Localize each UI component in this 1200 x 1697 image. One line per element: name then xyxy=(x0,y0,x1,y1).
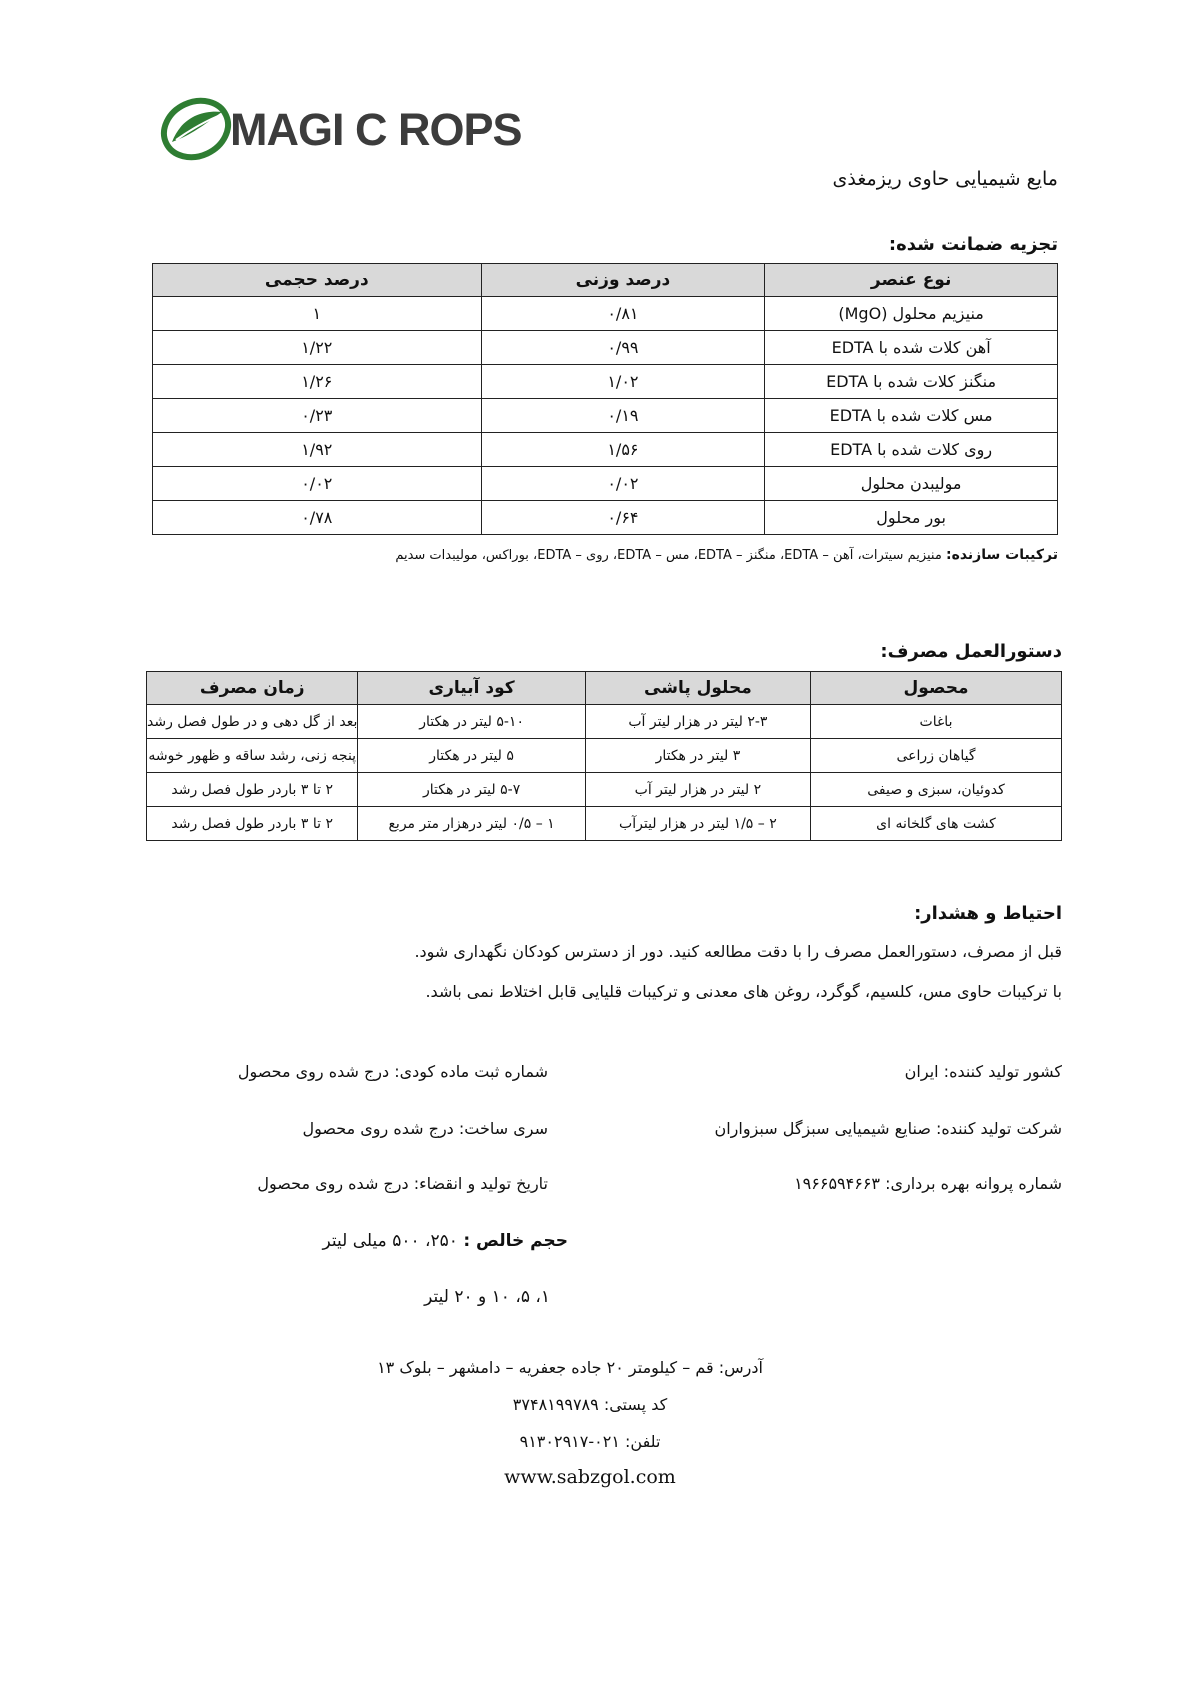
guaranteed-analysis-table xyxy=(152,263,1058,535)
header-volume-percent: درصد حجمی xyxy=(153,264,482,297)
phone-number: تلفن: ۰۲۱-۹۱۳۰۲۹۱۷ xyxy=(519,1432,661,1451)
usage-title: دستورالعمل مصرف: xyxy=(880,641,1062,662)
element-cell: مس کلات شده با EDTA xyxy=(765,399,1058,433)
warning-line: با ترکیبات حاوی مس، کلسیم، گوگرد، روغن های معدنی و ترکیبات قلیایی قابل اختلاط نمی باشد. xyxy=(425,982,1062,1001)
header-weight-percent: درصد وزنی xyxy=(481,264,765,297)
fertigation-cell: ۵-۱۰ لیتر در هکتار xyxy=(358,705,585,739)
table-row xyxy=(147,739,1062,773)
crop-cell: کشت های گلخانه ای xyxy=(811,807,1062,841)
volume-cell: ۱/۲۲ xyxy=(153,331,482,365)
warnings-title: احتیاط و هشدار: xyxy=(914,903,1062,924)
fertigation-cell: ۵-۷ لیتر در هکتار xyxy=(358,773,585,807)
spray-cell: ۲ – ۱/۵ لیتر در هزار لیترآب xyxy=(585,807,810,841)
table-header-row xyxy=(147,672,1062,705)
timing-cell: پنجه زنی، رشد ساقه و ظهور خوشه xyxy=(147,739,358,773)
header-foliar-spray: محلول پاشی xyxy=(585,672,810,705)
spray-cell: ۲ لیتر در هزار لیتر آب xyxy=(585,773,810,807)
table-header-row xyxy=(153,264,1058,297)
weight-cell: ۱/۰۲ xyxy=(481,365,765,399)
table-row xyxy=(153,433,1058,467)
weight-cell: ۰/۸۱ xyxy=(481,297,765,331)
batch-number: سری ساخت: درج شده روی محصول xyxy=(302,1119,548,1138)
element-cell: بور محلول xyxy=(765,501,1058,535)
warning-line: قبل از مصرف، دستورالعمل مصرف را با دقت مطالعه کنید. دور از دسترس کودکان نگهداری شود. xyxy=(414,942,1062,961)
table-row xyxy=(147,807,1062,841)
volume-cell: ۱/۹۲ xyxy=(153,433,482,467)
element-cell: منیزیم محلول (MgO) xyxy=(765,297,1058,331)
guaranteed-analysis-title: تجزیه ضمانت شده: xyxy=(888,234,1058,255)
operating-license-number: شماره پروانه بهره برداری: ۱۹۶۶۵۹۴۶۶۳ xyxy=(794,1174,1062,1193)
logo-text: MAGI C ROPS xyxy=(230,104,522,155)
composition-label: ترکیبات سازنده: xyxy=(945,547,1058,563)
fertigation-cell: ۱ – ۰/۵ لیتر درهزار متر مربع xyxy=(358,807,585,841)
weight-cell: ۰/۶۴ xyxy=(481,501,765,535)
crop-cell: گیاهان زراعی xyxy=(811,739,1062,773)
header-product: محصول xyxy=(811,672,1062,705)
volume-cell: ۰/۷۸ xyxy=(153,501,482,535)
table-row xyxy=(153,399,1058,433)
table-row xyxy=(153,297,1058,331)
timing-cell: ۲ تا ۳ باردر طول فصل رشد xyxy=(147,807,358,841)
table-row xyxy=(153,467,1058,501)
weight-cell: ۰/۰۲ xyxy=(481,467,765,501)
volume-cell: ۰/۰۲ xyxy=(153,467,482,501)
crop-cell: کدوئیان، سبزی و صیفی xyxy=(811,773,1062,807)
header-fertigation: کود آبیاری xyxy=(358,672,585,705)
weight-cell: ۰/۱۹ xyxy=(481,399,765,433)
header-application-time: زمان مصرف xyxy=(147,672,358,705)
manufacturer-company: شرکت تولید کننده: صنایع شیمیایی سبزگل سبزواران xyxy=(714,1119,1062,1138)
website-link[interactable]: www.sabzgol.com xyxy=(504,1466,676,1488)
net-volume-label: حجم خالص : xyxy=(463,1231,568,1251)
production-expiry-dates: تاریخ تولید و انقضاء: درج شده روی محصول xyxy=(257,1174,548,1193)
usage-table xyxy=(146,671,1062,841)
table-row xyxy=(147,773,1062,807)
leaf-icon xyxy=(160,96,232,162)
spray-cell: ۲-۳ لیتر در هزار لیتر آب xyxy=(585,705,810,739)
net-volume-value: ۲۵۰، ۵۰۰ میلی لیتر xyxy=(322,1231,458,1251)
postal-code: کد پستی: ۳۷۴۸۱۹۹۷۸۹ xyxy=(512,1395,668,1414)
composition-line xyxy=(395,547,1058,563)
table-row xyxy=(147,705,1062,739)
net-volume xyxy=(323,1231,568,1251)
net-volume-line2: ۱، ۵، ۱۰ و ۲۰ لیتر xyxy=(424,1287,550,1307)
brand-logo xyxy=(160,96,522,166)
timing-cell: بعد از گل دهی و در طول فصل رشد xyxy=(147,705,358,739)
table-row xyxy=(153,331,1058,365)
weight-cell: ۱/۵۶ xyxy=(481,433,765,467)
element-cell: آهن کلات شده با EDTA xyxy=(765,331,1058,365)
country-of-manufacture: کشور تولید کننده: ایران xyxy=(904,1062,1062,1081)
product-name: مایع شیمیایی حاوی ریزمغذی xyxy=(832,168,1058,190)
header-element-type: نوع عنصر xyxy=(765,264,1058,297)
element-cell: روی کلات شده با EDTA xyxy=(765,433,1058,467)
weight-cell: ۰/۹۹ xyxy=(481,331,765,365)
element-cell: مولیبدن محلول xyxy=(765,467,1058,501)
fertilizer-registration-number: شماره ثبت ماده کودی: درج شده روی محصول xyxy=(237,1062,548,1081)
element-cell: منگنز کلات شده با EDTA xyxy=(765,365,1058,399)
spray-cell: ۳ لیتر در هکتار xyxy=(585,739,810,773)
volume-cell: ۰/۲۳ xyxy=(153,399,482,433)
table-row xyxy=(153,501,1058,535)
table-row xyxy=(153,365,1058,399)
volume-cell: ۱ xyxy=(153,297,482,331)
volume-cell: ۱/۲۶ xyxy=(153,365,482,399)
address: آدرس: قم – کیلومتر ۲۰ جاده جعفریه – دامشهر – بلوک ۱۳ xyxy=(377,1358,763,1377)
crop-cell: باغات xyxy=(811,705,1062,739)
composition-text: منیزیم سیترات، آهن – EDTA، منگنز – EDTA، مس – EDTA، روی – EDTA، بوراکس، مولیبدات سدیم xyxy=(395,548,942,563)
timing-cell: ۲ تا ۳ باردر طول فصل رشد xyxy=(147,773,358,807)
fertigation-cell: ۵ لیتر در هکتار xyxy=(358,739,585,773)
